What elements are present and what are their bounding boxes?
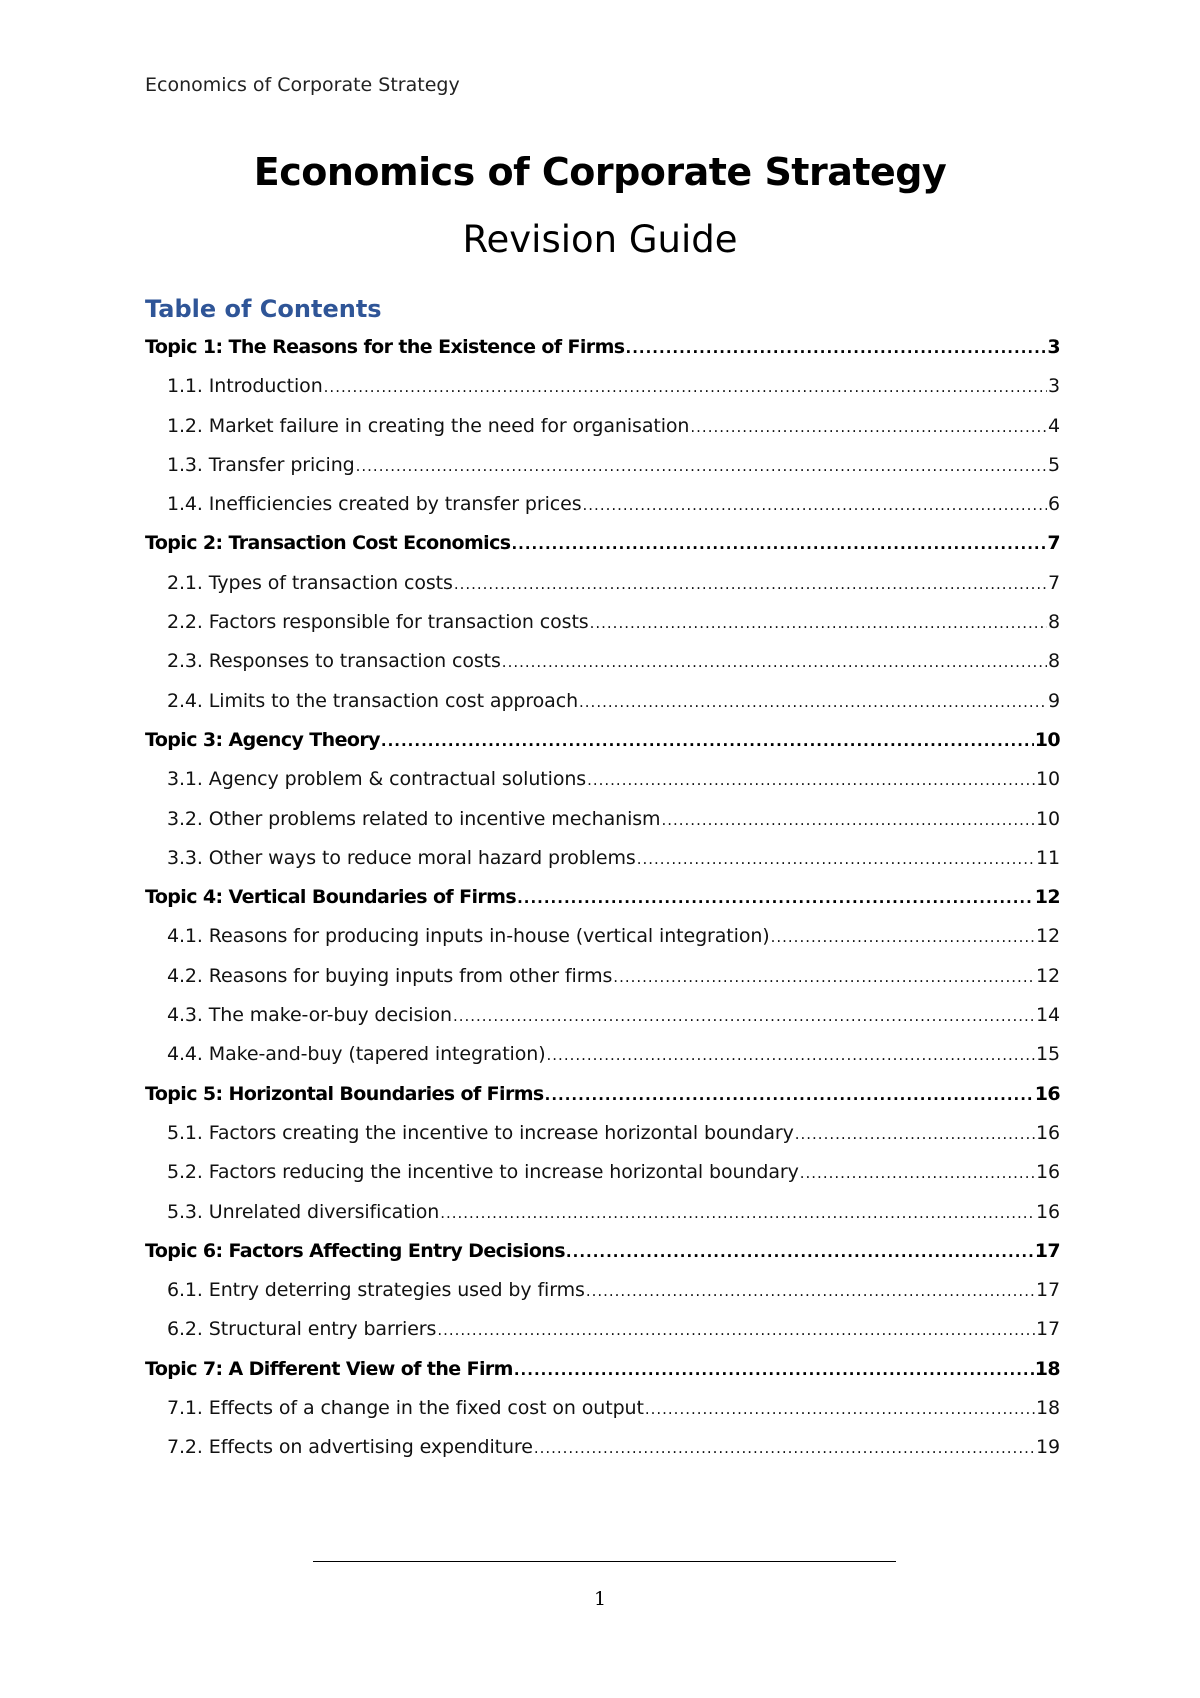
toc-dot-leader xyxy=(579,683,1047,721)
toc-entry-page: 16 xyxy=(1034,1082,1060,1105)
toc-entry-label: 7.2. Effects on advertising expenditure xyxy=(167,1436,533,1459)
toc-dot-leader xyxy=(800,1154,1035,1192)
toc-topic-entry[interactable] xyxy=(145,1350,1060,1389)
page-number: 1 xyxy=(593,1588,607,1610)
toc-dot-leader xyxy=(437,1311,1035,1349)
toc-dot-leader xyxy=(453,997,1035,1035)
toc-entry-label: 7.1. Effects of a change in the fixed cost on output xyxy=(167,1397,644,1420)
toc-entry-label: Topic 2: Transaction Cost Economics xyxy=(145,532,511,555)
toc-entry-label: 1.1. Introduction xyxy=(167,375,323,398)
toc-dot-leader xyxy=(613,958,1035,996)
toc-entry-label: 1.3. Transfer pricing xyxy=(167,453,355,476)
toc-entry-page: 17 xyxy=(1036,1318,1060,1341)
toc-subsection-entry[interactable] xyxy=(145,1193,1060,1232)
toc-entry-label: 5.1. Factors creating the incentive to increase horizontal boundary xyxy=(167,1121,794,1144)
toc-dot-leader xyxy=(440,1194,1035,1232)
toc-dot-leader xyxy=(566,1233,1034,1271)
toc-dot-leader xyxy=(771,918,1035,956)
toc-subsection-entry[interactable] xyxy=(145,603,1060,642)
toc-entry-page: 3 xyxy=(1048,375,1060,398)
toc-entry-page: 10 xyxy=(1036,768,1060,791)
toc-entry-page: 17 xyxy=(1036,1279,1060,1302)
toc-dot-leader xyxy=(795,1115,1035,1153)
toc-entry-page: 18 xyxy=(1034,1357,1060,1380)
toc-dot-leader xyxy=(637,840,1035,878)
toc-entry-label: 1.4. Inefficiencies created by transfer prices xyxy=(167,493,582,516)
toc-subsection-entry[interactable] xyxy=(145,957,1060,996)
toc-topic-entry[interactable] xyxy=(145,328,1060,367)
toc-topic-entry[interactable] xyxy=(145,878,1060,917)
toc-entry-page: 7 xyxy=(1047,532,1060,555)
toc-subsection-entry[interactable] xyxy=(145,1428,1060,1467)
toc-entry-label: Topic 1: The Reasons for the Existence of Firms xyxy=(145,336,625,358)
toc-entry-page: 10 xyxy=(1036,807,1060,830)
toc-entry-label: Topic 7: A Different View of the Firm xyxy=(145,1357,513,1380)
toc-entry-page: 19 xyxy=(1036,1436,1060,1459)
toc-dot-leader xyxy=(517,879,1034,917)
toc-entry-label: Topic 5: Horizontal Boundaries of Firms xyxy=(145,1082,544,1105)
toc-entry-label: 2.3. Responses to transaction costs xyxy=(167,650,501,673)
toc-entry-label: Topic 3: Agency Theory xyxy=(145,728,380,751)
toc-dot-leader xyxy=(511,525,1046,563)
toc-subsection-entry[interactable] xyxy=(145,760,1060,799)
document-title: Economics of Corporate Strategy xyxy=(253,150,947,194)
toc-subsection-entry[interactable] xyxy=(145,996,1060,1035)
toc-dot-leader xyxy=(502,643,1047,681)
toc-entry-label: Topic 4: Vertical Boundaries of Firms xyxy=(145,886,517,909)
toc-subsection-entry[interactable] xyxy=(145,642,1060,681)
toc-entry-page: 12 xyxy=(1036,925,1060,948)
table-of-contents xyxy=(145,328,1060,1468)
toc-dot-leader xyxy=(661,801,1035,839)
toc-entry-label: 2.2. Factors responsible for transaction costs xyxy=(167,611,589,634)
toc-topic-entry[interactable] xyxy=(145,1075,1060,1114)
toc-subsection-entry[interactable] xyxy=(145,1389,1060,1428)
toc-subsection-entry[interactable] xyxy=(145,564,1060,603)
toc-entry-page: 14 xyxy=(1036,1004,1060,1027)
toc-subsection-entry[interactable] xyxy=(145,446,1060,485)
toc-topic-entry[interactable] xyxy=(145,721,1060,760)
toc-entry-page: 9 xyxy=(1048,689,1060,712)
toc-subsection-entry[interactable] xyxy=(145,367,1060,406)
toc-subsection-entry[interactable] xyxy=(145,917,1060,956)
toc-entry-page: 8 xyxy=(1048,611,1060,634)
toc-entry-page: 16 xyxy=(1036,1200,1060,1223)
toc-entry-page: 10 xyxy=(1034,728,1060,751)
toc-dot-leader xyxy=(587,761,1035,799)
toc-entry-label: 4.3. The make-or-buy decision xyxy=(167,1004,452,1027)
toc-subsection-entry[interactable] xyxy=(145,1114,1060,1153)
toc-entry-page: 7 xyxy=(1048,571,1060,594)
toc-subsection-entry[interactable] xyxy=(145,682,1060,721)
toc-heading: Table of Contents xyxy=(145,295,382,323)
toc-dot-leader xyxy=(454,565,1047,603)
toc-entry-page: 15 xyxy=(1036,1043,1060,1066)
toc-dot-leader xyxy=(534,1429,1035,1467)
toc-subsection-entry[interactable] xyxy=(145,1153,1060,1192)
toc-dot-leader xyxy=(590,604,1047,642)
toc-subsection-entry[interactable] xyxy=(145,1271,1060,1310)
toc-entry-label: 4.2. Reasons for buying inputs from other firms xyxy=(167,964,613,987)
toc-dot-leader xyxy=(586,1272,1035,1310)
toc-entry-label: 6.2. Structural entry barriers xyxy=(167,1318,437,1341)
toc-dot-leader xyxy=(545,1076,1034,1114)
toc-entry-page: 17 xyxy=(1034,1239,1060,1262)
running-header: Economics of Corporate Strategy xyxy=(145,74,460,96)
toc-entry-page: 12 xyxy=(1034,886,1060,909)
toc-dot-leader xyxy=(645,1390,1035,1428)
toc-dot-leader xyxy=(514,1351,1034,1389)
footnote-divider xyxy=(313,1561,896,1562)
toc-entry-page: 5 xyxy=(1048,453,1060,476)
toc-entry-label: 2.1. Types of transaction costs xyxy=(167,571,453,594)
toc-entry-label: 2.4. Limits to the transaction cost approach xyxy=(167,689,579,712)
toc-entry-label: 5.2. Factors reducing the incentive to increase horizontal boundary xyxy=(167,1161,799,1184)
toc-dot-leader xyxy=(547,1036,1036,1074)
toc-entry-label: Topic 6: Factors Affecting Entry Decisions xyxy=(145,1239,565,1262)
toc-dot-leader xyxy=(381,722,1034,760)
toc-entry-page: 16 xyxy=(1036,1161,1060,1184)
toc-entry-label: 3.3. Other ways to reduce moral hazard problems xyxy=(167,846,636,869)
toc-entry-label: 5.3. Unrelated diversification xyxy=(167,1200,440,1223)
toc-dot-leader xyxy=(324,368,1047,406)
toc-entry-page: 18 xyxy=(1036,1397,1060,1420)
toc-entry-page: 8 xyxy=(1048,650,1060,673)
toc-entry-label: 4.4. Make-and-buy (tapered integration) xyxy=(167,1043,546,1066)
toc-subsection-entry[interactable] xyxy=(145,800,1060,839)
toc-subsection-entry[interactable] xyxy=(145,1310,1060,1349)
toc-entry-label: 1.2. Market failure in creating the need for organisation xyxy=(167,414,690,437)
toc-entry-label: 4.1. Reasons for producing inputs in-house (vertical integration) xyxy=(167,925,770,948)
toc-entry-label: 3.2. Other problems related to incentive mechanism xyxy=(167,807,661,830)
toc-subsection-entry[interactable] xyxy=(145,839,1060,878)
toc-entry-page: 4 xyxy=(1048,414,1060,437)
toc-dot-leader xyxy=(356,447,1047,485)
toc-topic-entry[interactable] xyxy=(145,1232,1060,1271)
toc-entry-label: 6.1. Entry deterring strategies used by firms xyxy=(167,1279,585,1302)
document-subtitle: Revision Guide xyxy=(462,218,738,261)
toc-entry-page: 12 xyxy=(1036,964,1060,987)
toc-entry-page: 6 xyxy=(1048,493,1060,516)
toc-subsection-entry[interactable] xyxy=(145,485,1060,524)
toc-entry-page: 16 xyxy=(1036,1121,1060,1144)
toc-entry-page: 3 xyxy=(1047,336,1060,358)
toc-dot-leader xyxy=(690,408,1047,446)
toc-dot-leader xyxy=(626,329,1047,367)
toc-subsection-entry[interactable] xyxy=(145,1035,1060,1074)
toc-subsection-entry[interactable] xyxy=(145,407,1060,446)
toc-entry-label: 3.1. Agency problem & contractual solutions xyxy=(167,768,587,791)
toc-topic-entry[interactable] xyxy=(145,524,1060,563)
toc-dot-leader xyxy=(583,486,1047,524)
toc-entry-page: 11 xyxy=(1036,846,1060,869)
